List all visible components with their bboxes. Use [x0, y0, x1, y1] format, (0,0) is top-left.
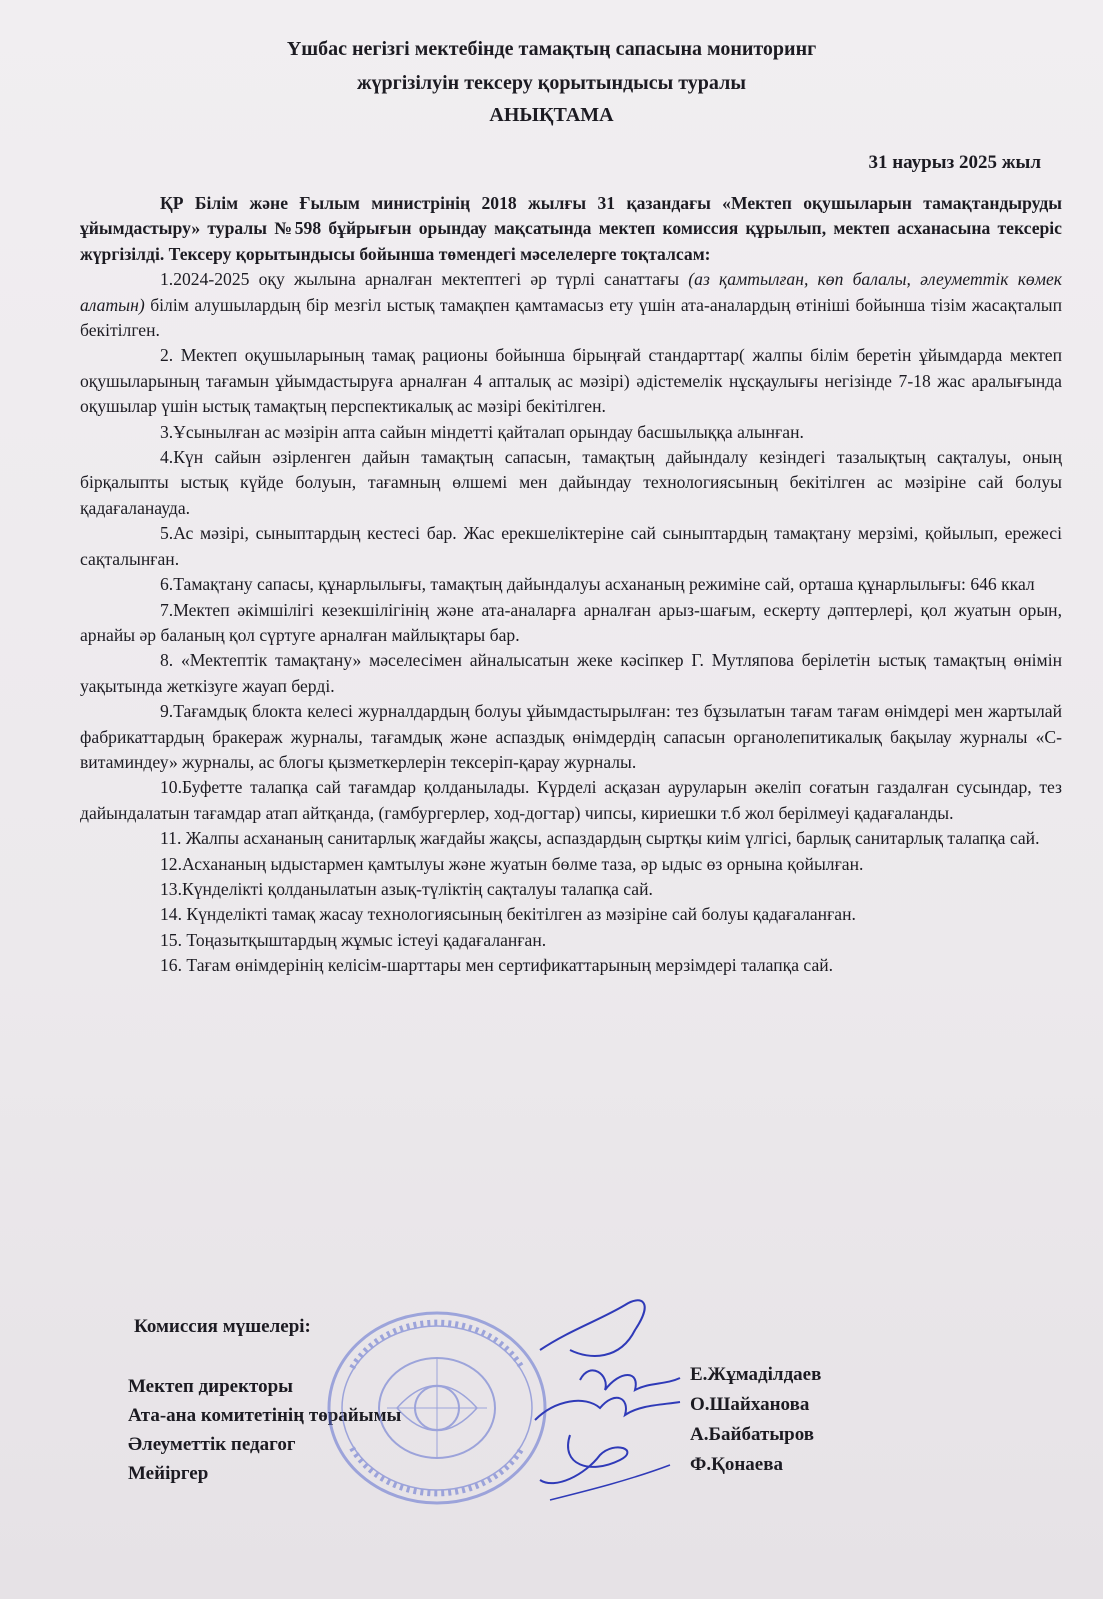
item-14: 14. Күнделікті тамақ жасау технологиясының бекітілген аз мәзіріне сай болуы қадағаланған.	[160, 904, 856, 925]
name-director: Е.Жұмаділдаев	[690, 1364, 822, 1385]
item-3: 3.Ұсынылған ас мәзірін апта сайын міндетті қайталап орындау басшылыққа алынған.	[160, 421, 804, 442]
intro-paragraph: ҚР Білім және Ғылым министрінің 2018 жылғы 31 қазандағы «Мектеп оқушыларын тамақтандыруды ұйымдастыру» туралы №598 бұйрығын орындау мақсатында мектеп комиссия құрылып, мектеп асханасына тексеріс жүргізілді. Тексеру қорытындысы бойынша төмендегі мәселелерге тоқталсам:	[80, 193, 1062, 264]
item-1-text-b: білім алушылардың бір мезгіл ыстық тамақпен қамтамасыз ету үшін ата-аналардың өтініші бойынша тізім жасақталып бекітілген.	[80, 294, 1062, 341]
doc-title-line-1: Үшбас негізгі мектебінде тамақтың сапасына мониторинг	[286, 38, 817, 60]
item-5: 5.Ас мәзірі, сыныптардың кестесі бар. Жас ерекшеліктеріне сай сыныптардың тамақтану мерзімі, қойылып, ережесі сақталынған.	[80, 523, 1062, 569]
role-nurse: Мейіргер	[128, 1463, 209, 1484]
item-13: 13.Күнделікті қолданылатын азық-түліктің сақталуы талапқа сай.	[160, 878, 653, 899]
official-stamp-icon	[322, 1308, 552, 1508]
commission-title: Комиссия мүшелері:	[134, 1316, 311, 1337]
doc-title-line-2: жүргізілуін тексеру қорытындысы туралы	[357, 72, 746, 94]
name-nurse: Ф.Қонаева	[690, 1454, 783, 1475]
name-social-pedagogue: А.Байбатыров	[690, 1424, 815, 1445]
item-12: 12.Асхананың ыдыстармен қамтылуы және жуатын бөлме таза, әр ыдыс өз орнына қойылған.	[160, 853, 864, 874]
item-1-italic: (аз қамтылған, көп балалы, әлеуметтік көмек алатын)	[80, 269, 1062, 315]
item-16: 16. Тағам өнімдерінің келісім-шарттары мен сертификаттарының мерзімдері талапқа сай.	[160, 955, 834, 976]
name-parent-committee: О.Шайханова	[690, 1394, 810, 1415]
role-director: Мектеп директоры	[128, 1376, 294, 1397]
item-9: 9.Тағамдық блокта келесі журналдардың болуы ұйымдастырылған: тез бұзылатын тағам тағам өнімдері мен жартылай фабрикаттардың бракераж журналы, тағамдық және аспаздық өнімдердің сапасын органолепитикалық бақылау журналы «С-витаминдеу» журналы, ас блогы қызметкерлерін тексеріп-қарау журналы.	[80, 701, 1062, 772]
commission-names	[690, 1360, 821, 1480]
item-1	[80, 267, 1062, 343]
signature-icon	[530, 1290, 690, 1530]
item-15: 15. Тоңазытқыштардың жұмыс істеуі қадағаланған.	[160, 929, 547, 950]
doc-heading: АНЫҚТАМА	[489, 104, 614, 126]
item-11: 11. Жалпы асхананың санитарлық жағдайы жақсы, аспаздардың сыртқы киім үлгісі, барлық санитарлық талапқа сай.	[160, 828, 1040, 849]
doc-date: 31 наурыз 2025 жыл	[868, 152, 1041, 173]
role-social-pedagogue: Әлеуметтік педагог	[128, 1434, 296, 1455]
item-8: 8. «Мектептік тамақтану» мәселесімен айналысатын жеке кәсіпкер Г. Мутляпова берілетін ыстық тамақтың өнімін уақытында жеткізуге жауап берді.	[80, 650, 1062, 696]
item-1-text-a: 1.2024-2025 оқу жылына арналған мектептегі әр түрлі санаттағы	[160, 269, 689, 290]
item-2: 2. Мектеп оқушыларының тамақ рационы бойынша бірыңғай стандарттар( жалпы білім беретін ұйымдарда мектеп оқушыларының тағамын ұйымдастыруға арналған 4 апталық ас мәзірі) әдістемелік нұсқаулығы негізінде 7-18 жас аралығында оқушылар үшін ыстық тамақтың перспектикалық ас мәзірі бекітілген.	[80, 345, 1062, 417]
item-7: 7.Мектеп әкімшілігі кезекшілігінің және ата-аналарға арналған арыз-шағым, ескерту дәптерлері, қол жуатын орын, арнайы әр баланың қол сүртуге арналған майлықтары бар.	[80, 599, 1062, 645]
item-10: 10.Буфетте талапқа сай тағамдар қолданылады. Күрделі асқазан ауруларын әкеліп соғатын газдалған сусындар, тез дайындалатын тағамдар атап айтқанда, (гамбургерлер, ход-догтар) чипсы, кириешки т.б жол берілмеуі қадағаланды.	[80, 777, 1062, 823]
item-6: 6.Тамақтану сапасы, құнарлылығы, тамақтың дайындалуы асхананың режиміне сай, орташа құнарлылығы: 646 ккал	[160, 574, 1035, 595]
role-parent-committee: Ата-ана комитетінің төрайымы	[128, 1405, 402, 1426]
item-4: 4.Күн сайын әзірленген дайын тамақтың сапасын, тамақтың дайындалу кезіндегі тазалықтың сақталуы, оның бірқалыпты ыстық күйде болуын, тағамның өлшемі мен дайындау технологиясының бекітілген ас мәзіріне сай болуы қадағаланауда.	[80, 447, 1062, 518]
doc-body	[80, 191, 1062, 979]
